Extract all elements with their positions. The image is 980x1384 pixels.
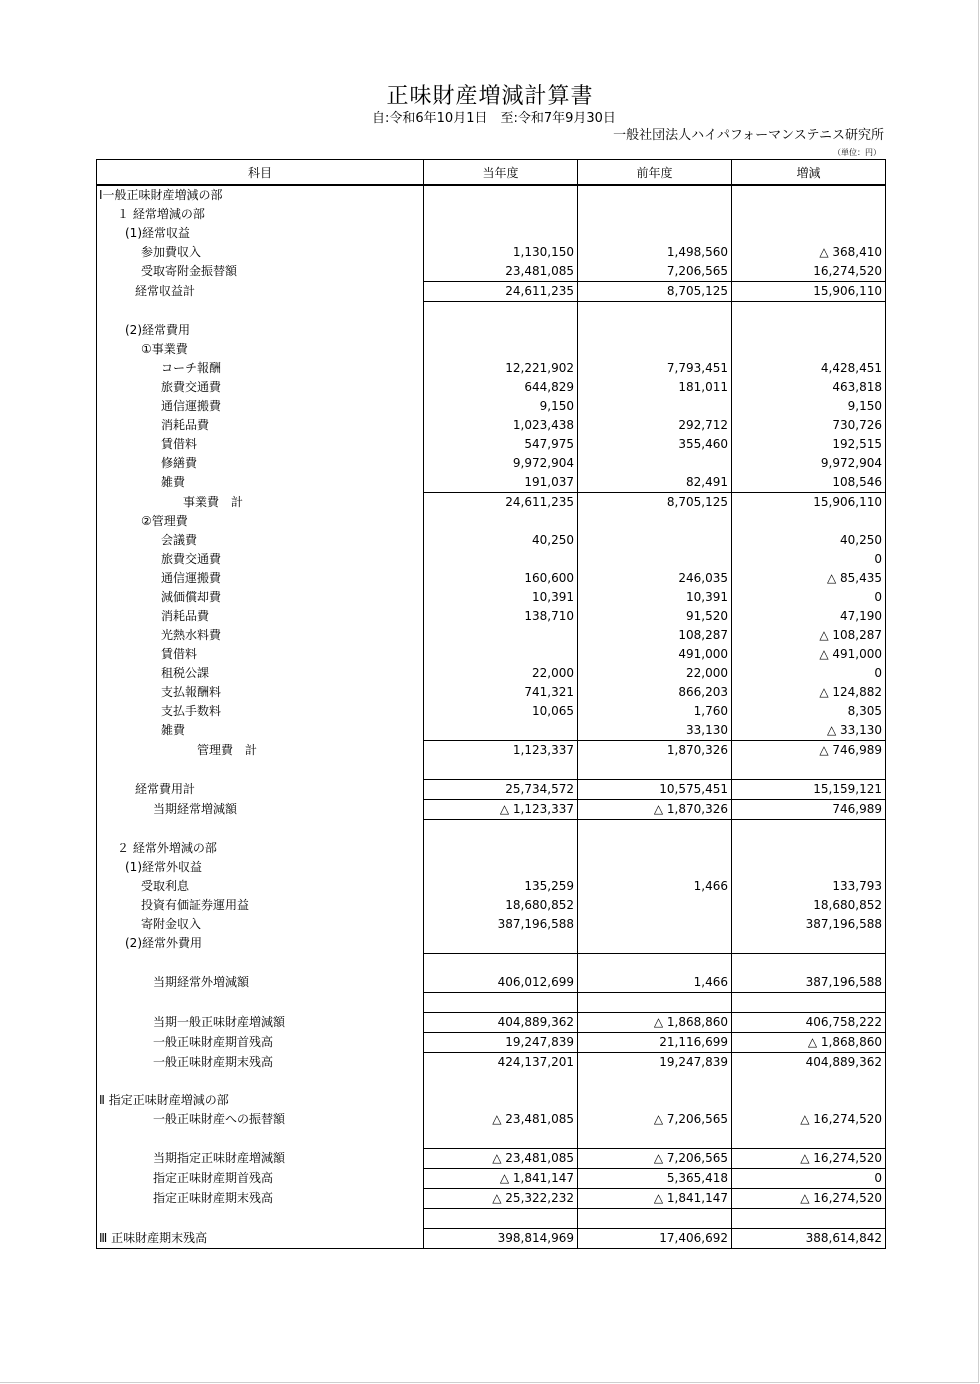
- previous-year-value: △ 7,206,565: [578, 1149, 732, 1169]
- change-value: 47,190: [732, 607, 886, 626]
- previous-year-value: [578, 934, 732, 954]
- previous-year-value: 355,460: [578, 435, 732, 454]
- current-year-value: 1,130,150: [424, 243, 578, 262]
- previous-year-value: [578, 1072, 732, 1091]
- current-year-value: 24,611,235: [424, 493, 578, 513]
- change-value: △ 16,274,520: [732, 1110, 886, 1129]
- previous-year-value: [578, 340, 732, 359]
- table-row: [97, 1229, 886, 1249]
- current-year-value: [424, 645, 578, 664]
- row-label: [97, 1129, 424, 1149]
- previous-year-value: [578, 1209, 732, 1229]
- previous-year-value: 181,011: [578, 378, 732, 397]
- row-label: 当期経常増減額: [97, 800, 424, 820]
- current-year-value: [424, 224, 578, 243]
- current-year-value: [424, 721, 578, 741]
- previous-year-value: [578, 185, 732, 205]
- change-value: 9,972,904: [732, 454, 886, 473]
- table-row: [97, 607, 886, 626]
- current-year-value: 1,023,438: [424, 416, 578, 435]
- current-year-value: 135,259: [424, 877, 578, 896]
- current-year-value: 387,196,588: [424, 915, 578, 934]
- table-row: [97, 243, 886, 262]
- row-label: 管理費 計: [97, 741, 424, 761]
- current-year-value: 406,012,699: [424, 973, 578, 993]
- row-label: 修繕費: [97, 454, 424, 473]
- table-row: [97, 877, 886, 896]
- table-row: [97, 359, 886, 378]
- row-label: Ⅲ 正味財産期末残高: [97, 1229, 424, 1249]
- previous-year-value: [578, 531, 732, 550]
- current-year-value: 24,611,235: [424, 282, 578, 302]
- table-row: [97, 1129, 886, 1149]
- current-year-value: 40,250: [424, 531, 578, 550]
- previous-year-value: 1,466: [578, 877, 732, 896]
- previous-year-value: [578, 1129, 732, 1149]
- row-label: １ 経常増減の部: [97, 205, 424, 224]
- current-year-value: 1,123,337: [424, 741, 578, 761]
- row-label: コーチ報酬: [97, 359, 424, 378]
- change-value: 387,196,588: [732, 973, 886, 993]
- row-label: 投資有価証券運用益: [97, 896, 424, 915]
- header-row: [97, 160, 886, 186]
- previous-year-value: 8,705,125: [578, 282, 732, 302]
- current-year-value: 19,247,839: [424, 1033, 578, 1053]
- row-label: (1)経常収益: [97, 224, 424, 243]
- row-label: [97, 820, 424, 840]
- row-label: 支払報酬料: [97, 683, 424, 702]
- current-year-value: [424, 550, 578, 569]
- table-row: [97, 588, 886, 607]
- current-year-value: 23,481,085: [424, 262, 578, 282]
- change-value: 15,159,121: [732, 780, 886, 800]
- change-value: 15,906,110: [732, 493, 886, 513]
- row-label: 賃借料: [97, 435, 424, 454]
- change-value: △ 491,000: [732, 645, 886, 664]
- current-year-value: [424, 858, 578, 877]
- row-label: [97, 760, 424, 780]
- table-row: [97, 473, 886, 493]
- previous-year-value: [578, 993, 732, 1013]
- column-header-item: 科目: [97, 160, 424, 186]
- table-row: [97, 378, 886, 397]
- previous-year-value: [578, 397, 732, 416]
- table-row: [97, 858, 886, 877]
- row-label: 当期指定正味財産増減額: [97, 1149, 424, 1169]
- row-label: 租税公課: [97, 664, 424, 683]
- current-year-value: [424, 1129, 578, 1149]
- table-row: [97, 664, 886, 683]
- previous-year-value: [578, 512, 732, 531]
- change-value: △ 1,868,860: [732, 1033, 886, 1053]
- row-label: Ⅱ 指定正味財産増減の部: [97, 1091, 424, 1110]
- previous-year-value: 5,365,418: [578, 1169, 732, 1189]
- change-value: [732, 205, 886, 224]
- table-row: [97, 205, 886, 224]
- change-value: [732, 185, 886, 205]
- table-row: [97, 493, 886, 513]
- change-value: [732, 760, 886, 780]
- previous-year-value: 1,760: [578, 702, 732, 721]
- table-row: [97, 721, 886, 741]
- current-year-value: 424,137,201: [424, 1053, 578, 1073]
- current-year-value: [424, 340, 578, 359]
- row-label: 減価償却費: [97, 588, 424, 607]
- row-label: 雑費: [97, 721, 424, 741]
- current-year-value: 404,889,362: [424, 1013, 578, 1033]
- row-label: (1)経常外収益: [97, 858, 424, 877]
- row-label: ②管理費: [97, 512, 424, 531]
- change-value: [732, 321, 886, 340]
- table-row: [97, 954, 886, 974]
- table-row: [97, 340, 886, 359]
- table-row: [97, 760, 886, 780]
- table-row: [97, 435, 886, 454]
- table-row: [97, 550, 886, 569]
- table-row: [97, 262, 886, 282]
- current-year-value: [424, 1091, 578, 1110]
- table-row: [97, 626, 886, 645]
- change-value: [732, 1091, 886, 1110]
- change-value: 406,758,222: [732, 1013, 886, 1033]
- row-label: [97, 1072, 424, 1091]
- table-row: [97, 512, 886, 531]
- previous-year-value: 7,206,565: [578, 262, 732, 282]
- previous-year-value: 1,498,560: [578, 243, 732, 262]
- previous-year-value: 246,035: [578, 569, 732, 588]
- current-year-value: 9,150: [424, 397, 578, 416]
- current-year-value: 9,972,904: [424, 454, 578, 473]
- change-value: [732, 340, 886, 359]
- table-row: [97, 1033, 886, 1053]
- current-year-value: [424, 205, 578, 224]
- table-row: [97, 683, 886, 702]
- column-header-current-year: 当年度: [424, 160, 578, 186]
- table-row: [97, 224, 886, 243]
- table-row: [97, 993, 886, 1013]
- row-label: ２ 経常外増減の部: [97, 839, 424, 858]
- previous-year-value: [578, 858, 732, 877]
- table-row: [97, 741, 886, 761]
- change-value: 463,818: [732, 378, 886, 397]
- change-value: 0: [732, 588, 886, 607]
- previous-year-value: △ 1,868,860: [578, 1013, 732, 1033]
- current-year-value: [424, 1209, 578, 1229]
- change-value: 404,889,362: [732, 1053, 886, 1073]
- row-label: 賃借料: [97, 645, 424, 664]
- table-row: [97, 702, 886, 721]
- current-year-value: 22,000: [424, 664, 578, 683]
- change-value: 18,680,852: [732, 896, 886, 915]
- table-row: [97, 1149, 886, 1169]
- change-value: △ 746,989: [732, 741, 886, 761]
- change-value: 0: [732, 550, 886, 569]
- table-row: [97, 569, 886, 588]
- previous-year-value: 866,203: [578, 683, 732, 702]
- unit-note: （単位：円）: [833, 148, 881, 157]
- change-value: 730,726: [732, 416, 886, 435]
- table-row: [97, 1110, 886, 1129]
- current-year-value: △ 23,481,085: [424, 1149, 578, 1169]
- change-value: 133,793: [732, 877, 886, 896]
- previous-year-value: [578, 302, 732, 322]
- previous-year-value: 108,287: [578, 626, 732, 645]
- row-label: [97, 302, 424, 322]
- table-row: [97, 531, 886, 550]
- change-value: [732, 224, 886, 243]
- current-year-value: 160,600: [424, 569, 578, 588]
- current-year-value: [424, 954, 578, 974]
- current-year-value: [424, 993, 578, 1013]
- previous-year-value: [578, 820, 732, 840]
- current-year-value: 547,975: [424, 435, 578, 454]
- current-year-value: [424, 934, 578, 954]
- change-value: △ 33,130: [732, 721, 886, 741]
- table-row: [97, 1209, 886, 1229]
- change-value: [732, 1209, 886, 1229]
- row-label: 経常収益計: [97, 282, 424, 302]
- change-value: 387,196,588: [732, 915, 886, 934]
- row-label: 寄附金収入: [97, 915, 424, 934]
- change-value: △ 124,882: [732, 683, 886, 702]
- current-year-value: △ 1,841,147: [424, 1169, 578, 1189]
- row-label: 事業費 計: [97, 493, 424, 513]
- previous-year-value: [578, 896, 732, 915]
- previous-year-value: 91,520: [578, 607, 732, 626]
- current-year-value: 18,680,852: [424, 896, 578, 915]
- change-value: [732, 302, 886, 322]
- row-label: (2)経常費用: [97, 321, 424, 340]
- change-value: 16,274,520: [732, 262, 886, 282]
- row-label: Ⅰ一般正味財産増減の部: [97, 185, 424, 205]
- change-value: [732, 512, 886, 531]
- change-value: [732, 954, 886, 974]
- change-value: [732, 839, 886, 858]
- row-label: 旅費交通費: [97, 378, 424, 397]
- row-label: (2)経常外費用: [97, 934, 424, 954]
- previous-year-value: [578, 224, 732, 243]
- change-value: 40,250: [732, 531, 886, 550]
- previous-year-value: 10,575,451: [578, 780, 732, 800]
- previous-year-value: 19,247,839: [578, 1053, 732, 1073]
- current-year-value: [424, 820, 578, 840]
- current-year-value: 138,710: [424, 607, 578, 626]
- row-label: 受取利息: [97, 877, 424, 896]
- previous-year-value: [578, 760, 732, 780]
- change-value: 0: [732, 1169, 886, 1189]
- change-value: 108,546: [732, 473, 886, 493]
- row-label: 旅費交通費: [97, 550, 424, 569]
- row-label: [97, 993, 424, 1013]
- change-value: [732, 1072, 886, 1091]
- fiscal-period: 自:令和6年10月1日 至:令和7年9月30日: [372, 111, 616, 126]
- table-row: [97, 820, 886, 840]
- change-value: △ 85,435: [732, 569, 886, 588]
- table-row: [97, 1091, 886, 1110]
- row-label: 経常費用計: [97, 780, 424, 800]
- row-label: 消耗品費: [97, 416, 424, 435]
- previous-year-value: 22,000: [578, 664, 732, 683]
- table-row: [97, 896, 886, 915]
- change-value: [732, 1129, 886, 1149]
- previous-year-value: 7,793,451: [578, 359, 732, 378]
- current-year-value: [424, 512, 578, 531]
- table-row: [97, 780, 886, 800]
- table-row: [97, 973, 886, 993]
- previous-year-value: 17,406,692: [578, 1229, 732, 1249]
- change-value: △ 16,274,520: [732, 1149, 886, 1169]
- change-value: 15,906,110: [732, 282, 886, 302]
- current-year-value: 10,391: [424, 588, 578, 607]
- row-label: 当期一般正味財産増減額: [97, 1013, 424, 1033]
- row-label: [97, 1209, 424, 1229]
- row-label: 指定正味財産期末残高: [97, 1189, 424, 1209]
- statement-table: [96, 159, 886, 1249]
- current-year-value: △ 23,481,085: [424, 1110, 578, 1129]
- previous-year-value: 10,391: [578, 588, 732, 607]
- previous-year-value: [578, 1091, 732, 1110]
- table-row: [97, 185, 886, 205]
- change-value: 746,989: [732, 800, 886, 820]
- previous-year-value: △ 1,841,147: [578, 1189, 732, 1209]
- previous-year-value: 1,870,326: [578, 741, 732, 761]
- current-year-value: [424, 302, 578, 322]
- table-row: [97, 282, 886, 302]
- previous-year-value: [578, 915, 732, 934]
- table-row: [97, 302, 886, 322]
- current-year-value: 741,321: [424, 683, 578, 702]
- previous-year-value: 1,466: [578, 973, 732, 993]
- table-row: [97, 416, 886, 435]
- current-year-value: [424, 321, 578, 340]
- table-row: [97, 454, 886, 473]
- previous-year-value: 21,116,699: [578, 1033, 732, 1053]
- table-row: [97, 397, 886, 416]
- previous-year-value: 491,000: [578, 645, 732, 664]
- row-label: 通信運搬費: [97, 397, 424, 416]
- change-value: [732, 820, 886, 840]
- table-row: [97, 1189, 886, 1209]
- previous-year-value: △ 7,206,565: [578, 1110, 732, 1129]
- change-value: 8,305: [732, 702, 886, 721]
- row-label: 通信運搬費: [97, 569, 424, 588]
- change-value: △ 108,287: [732, 626, 886, 645]
- current-year-value: 191,037: [424, 473, 578, 493]
- row-label: 支払手数料: [97, 702, 424, 721]
- change-value: △ 16,274,520: [732, 1189, 886, 1209]
- previous-year-value: [578, 839, 732, 858]
- current-year-value: [424, 760, 578, 780]
- previous-year-value: 82,491: [578, 473, 732, 493]
- previous-year-value: [578, 454, 732, 473]
- table-row: [97, 1013, 886, 1033]
- row-label: 当期経常外増減額: [97, 973, 424, 993]
- previous-year-value: [578, 550, 732, 569]
- current-year-value: [424, 839, 578, 858]
- change-value: 4,428,451: [732, 359, 886, 378]
- previous-year-value: 33,130: [578, 721, 732, 741]
- change-value: [732, 934, 886, 954]
- row-label: 参加費収入: [97, 243, 424, 262]
- row-label: 光熱水料費: [97, 626, 424, 645]
- table-row: [97, 934, 886, 954]
- table-row: [97, 1169, 886, 1189]
- current-year-value: [424, 185, 578, 205]
- row-label: 一般正味財産期末残高: [97, 1053, 424, 1073]
- column-header-previous-year: 前年度: [578, 160, 732, 186]
- current-year-value: 12,221,902: [424, 359, 578, 378]
- previous-year-value: [578, 954, 732, 974]
- current-year-value: 10,065: [424, 702, 578, 721]
- change-value: [732, 993, 886, 1013]
- table-row: [97, 839, 886, 858]
- table-row: [97, 915, 886, 934]
- row-label: ①事業費: [97, 340, 424, 359]
- previous-year-value: △ 1,870,326: [578, 800, 732, 820]
- change-value: △ 368,410: [732, 243, 886, 262]
- current-year-value: 25,734,572: [424, 780, 578, 800]
- page-title: 正味財産増減計算書: [386, 84, 594, 109]
- table-row: [97, 1053, 886, 1073]
- change-value: [732, 858, 886, 877]
- change-value: 388,614,842: [732, 1229, 886, 1249]
- organization-name: 一般社団法人ハイパフォーマンステニス研究所: [613, 128, 884, 143]
- change-value: 192,515: [732, 435, 886, 454]
- current-year-value: 644,829: [424, 378, 578, 397]
- row-label: 消耗品費: [97, 607, 424, 626]
- row-label: 指定正味財産期首残高: [97, 1169, 424, 1189]
- row-label: 一般正味財産期首残高: [97, 1033, 424, 1053]
- row-label: 一般正味財産への振替額: [97, 1110, 424, 1129]
- current-year-value: △ 25,322,232: [424, 1189, 578, 1209]
- table-row: [97, 1072, 886, 1091]
- current-year-value: [424, 626, 578, 645]
- row-label: 受取寄附金振替額: [97, 262, 424, 282]
- previous-year-value: [578, 205, 732, 224]
- previous-year-value: 292,712: [578, 416, 732, 435]
- row-label: 雑費: [97, 473, 424, 493]
- current-year-value: 398,814,969: [424, 1229, 578, 1249]
- column-header-change: 増減: [732, 160, 886, 186]
- table-row: [97, 321, 886, 340]
- previous-year-value: 8,705,125: [578, 493, 732, 513]
- row-label: 会議費: [97, 531, 424, 550]
- current-year-value: △ 1,123,337: [424, 800, 578, 820]
- row-label: [97, 954, 424, 974]
- current-year-value: [424, 1072, 578, 1091]
- table-row: [97, 645, 886, 664]
- change-value: 0: [732, 664, 886, 683]
- change-value: 9,150: [732, 397, 886, 416]
- table-row: [97, 800, 886, 820]
- previous-year-value: [578, 321, 732, 340]
